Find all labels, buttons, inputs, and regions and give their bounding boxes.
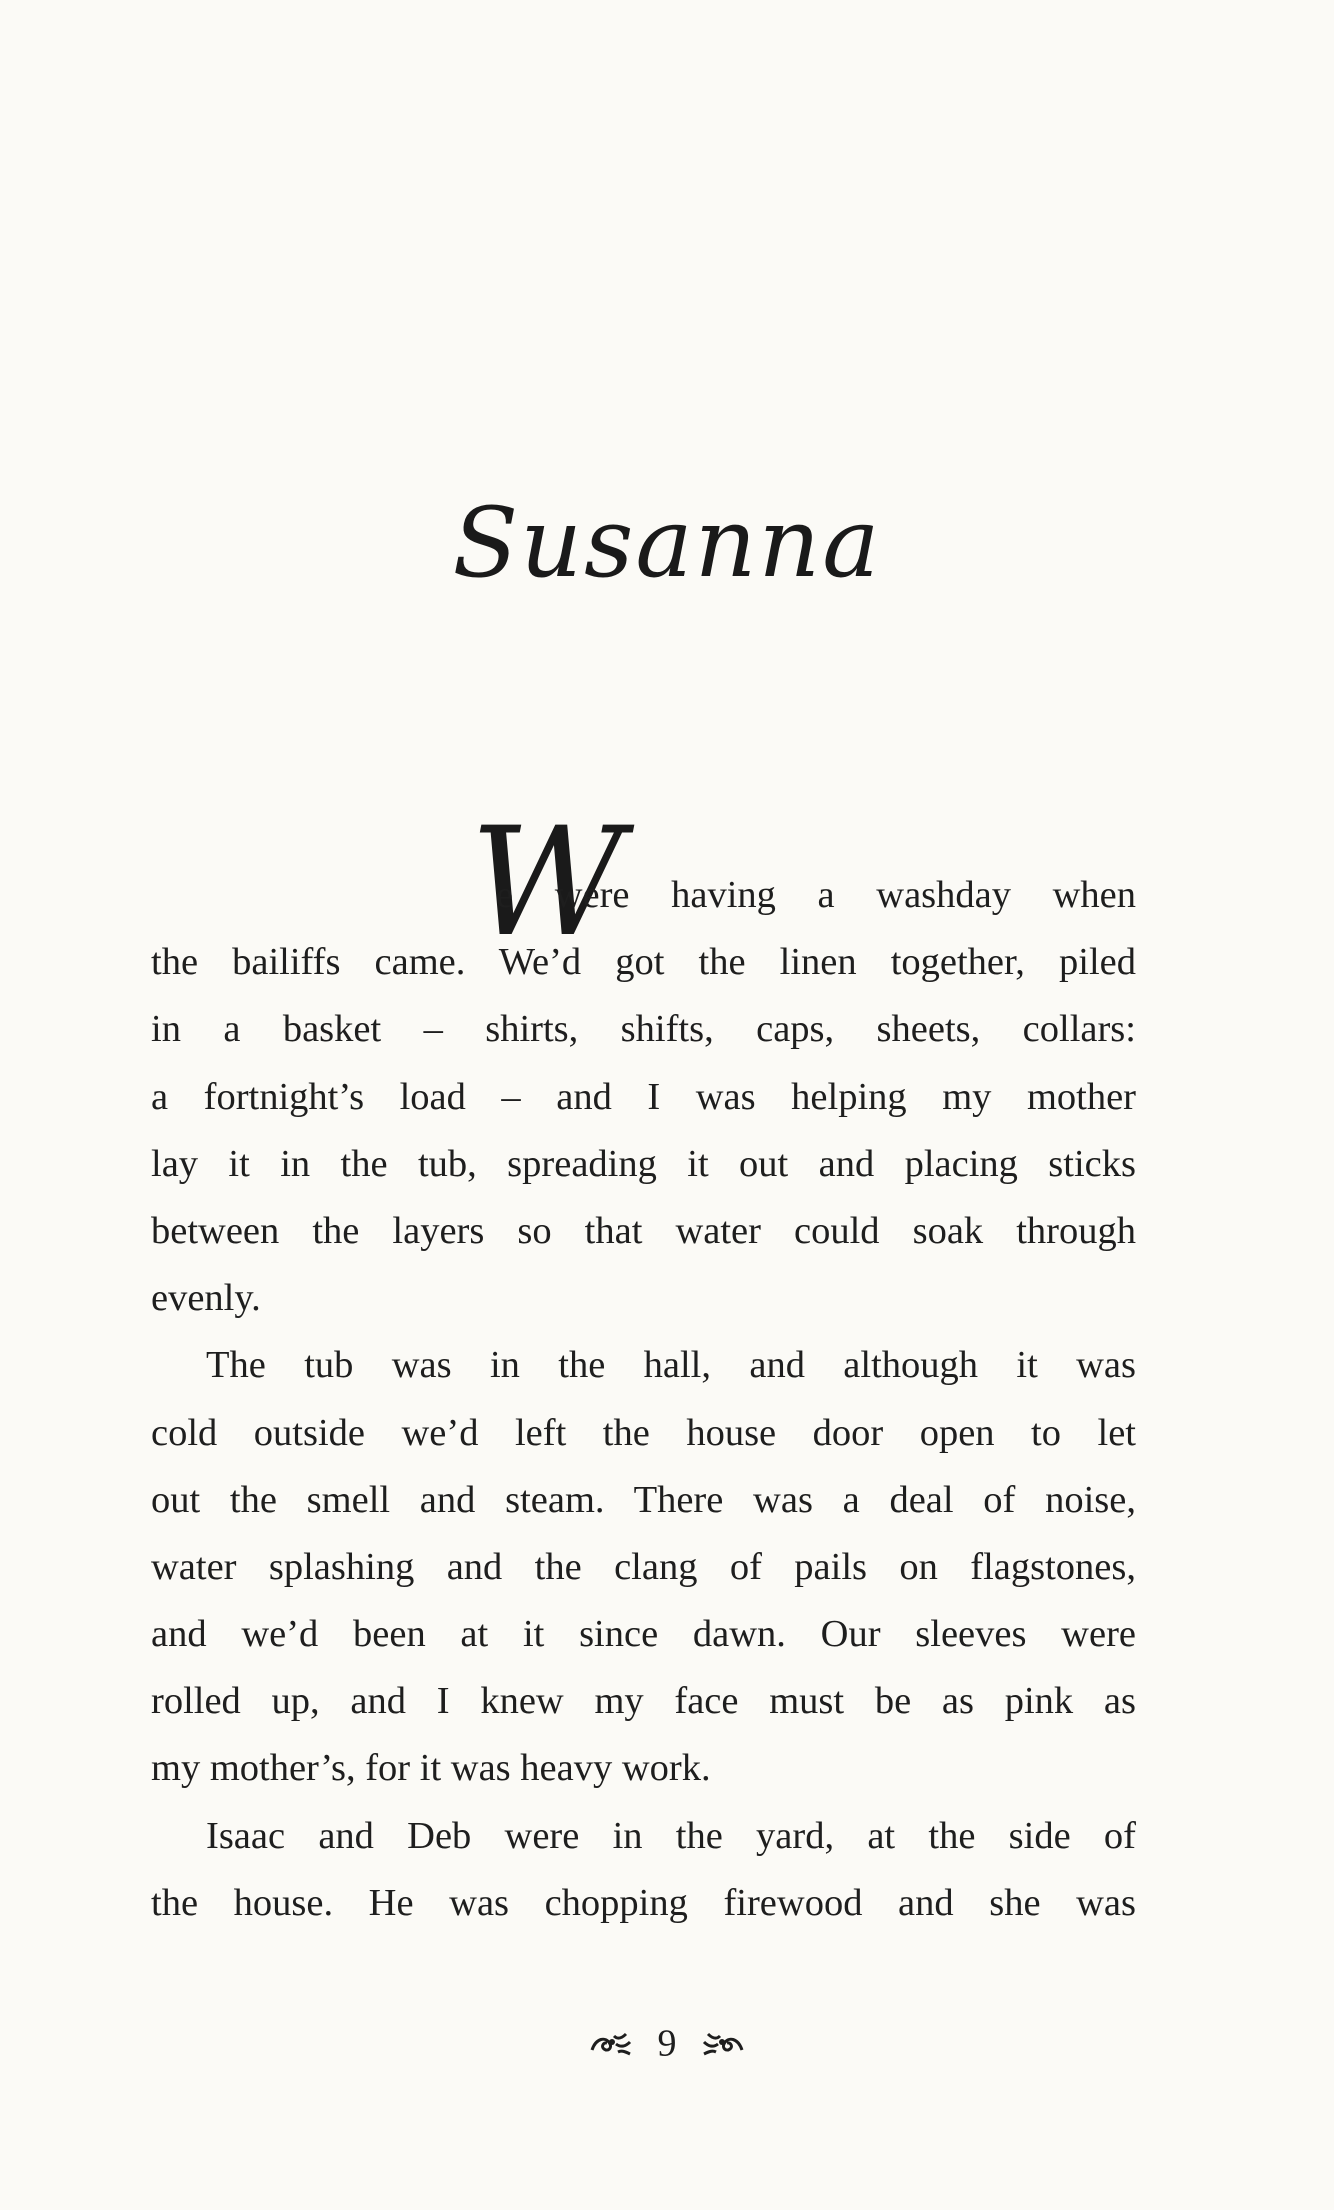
fleuron-right-icon bbox=[700, 2030, 746, 2056]
text-line: my mother’s, for it was heavy work. bbox=[151, 1747, 711, 1790]
text-line: e were having a washday when bbox=[496, 874, 1136, 916]
text-line: lay it in the tub, spreading it out and placing sticks bbox=[151, 1142, 1136, 1185]
body-text bbox=[151, 862, 1136, 1937]
text-line: the house. He was chopping firewood and she was bbox=[151, 1881, 1136, 1924]
text-line: The tub was in the hall, and although it was bbox=[206, 1344, 1136, 1387]
text-line: rolled up, and I knew my face must be as pink as bbox=[151, 1680, 1136, 1723]
text-line: a fortnight’s load – and I was helping my mother bbox=[151, 1075, 1136, 1118]
page-footer bbox=[0, 2018, 1334, 2065]
text-line: cold outside we’d left the house door open to let bbox=[151, 1411, 1136, 1454]
text-line: and we’d been at it since dawn. Our sleeves were bbox=[151, 1613, 1136, 1656]
drop-cap: W bbox=[470, 796, 625, 970]
chapter-title: Susanna bbox=[452, 487, 882, 599]
text-line: evenly. bbox=[151, 1277, 261, 1320]
fleuron-left-icon bbox=[588, 2030, 634, 2056]
text-line: in a basket – shirts, shifts, caps, sheets, collars: bbox=[151, 1008, 1136, 1051]
text-line: the bailiffs came. We’d got the linen together, piled bbox=[151, 941, 1136, 984]
text-line: Isaac and Deb were in the yard, at the side of bbox=[206, 1814, 1136, 1857]
page-number: 9 bbox=[657, 2022, 677, 2065]
text-line: out the smell and steam. There was a deal of noise, bbox=[151, 1478, 1136, 1521]
text-line: water splashing and the clang of pails on flagstones, bbox=[151, 1545, 1136, 1588]
text-line: between the layers so that water could soak through bbox=[151, 1209, 1136, 1252]
